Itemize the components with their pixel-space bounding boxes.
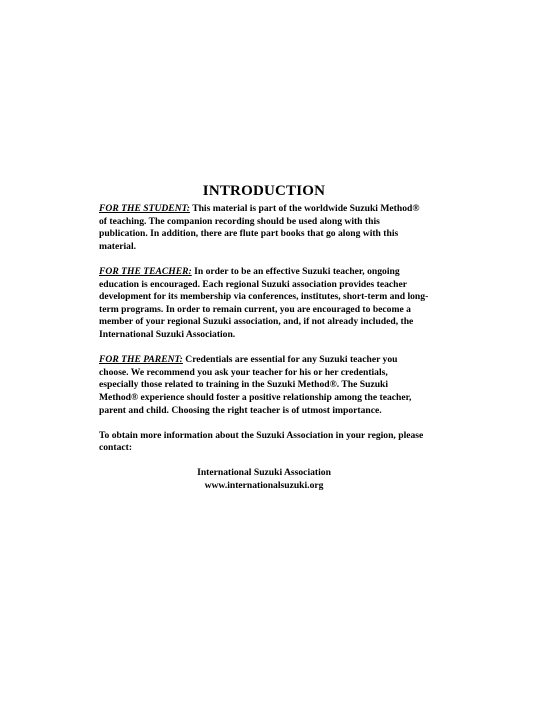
paragraph-text-parent: Credentials are essential for any Suzuki teacher you choose. We recommend you ask your teacher for his or her credentials, especially those related to training in the Suzuki Method®. The Suzuki Method® experience should foster a positive relationship among the teacher, parent and child. Choosing the right teacher is of utmost importance.: [99, 354, 412, 416]
closing-paragraph: To obtain more information about the Suzuki Association in your region, please contact:: [99, 429, 424, 454]
paragraph-teacher: [99, 266, 429, 342]
contact-block: [99, 467, 429, 492]
paragraph-lead-parent: FOR THE PARENT:: [99, 354, 183, 366]
document-body: [99, 182, 429, 493]
paragraph-student: [99, 203, 429, 253]
paragraph-parent: [99, 354, 429, 417]
paragraph-lead-student: FOR THE STUDENT:: [99, 203, 190, 214]
paragraph-text-teacher: In order to be an effective Suzuki teacher, ongoing education is encouraged. Each regional Suzuki association provides teacher development for its membership via conferences, institutes, short-term and long-term programs. In order to remain current, you are encouraged to become a member of your regional Suzuki association, and, if not already included, the International Suzuki Association.: [99, 265, 429, 340]
paragraph-text-student: This material is part of the worldwide Suzuki Method® of teaching. The companion recording should be used along with this publication. In addition, there are flute part books that go along with this material.: [99, 203, 420, 252]
contact-organization: International Suzuki Association: [197, 467, 331, 479]
paragraph-lead-teacher: FOR THE TEACHER:: [99, 265, 192, 277]
page-title: INTRODUCTION: [202, 183, 326, 199]
contact-website: www.internationalsuzuki.org: [204, 480, 324, 492]
